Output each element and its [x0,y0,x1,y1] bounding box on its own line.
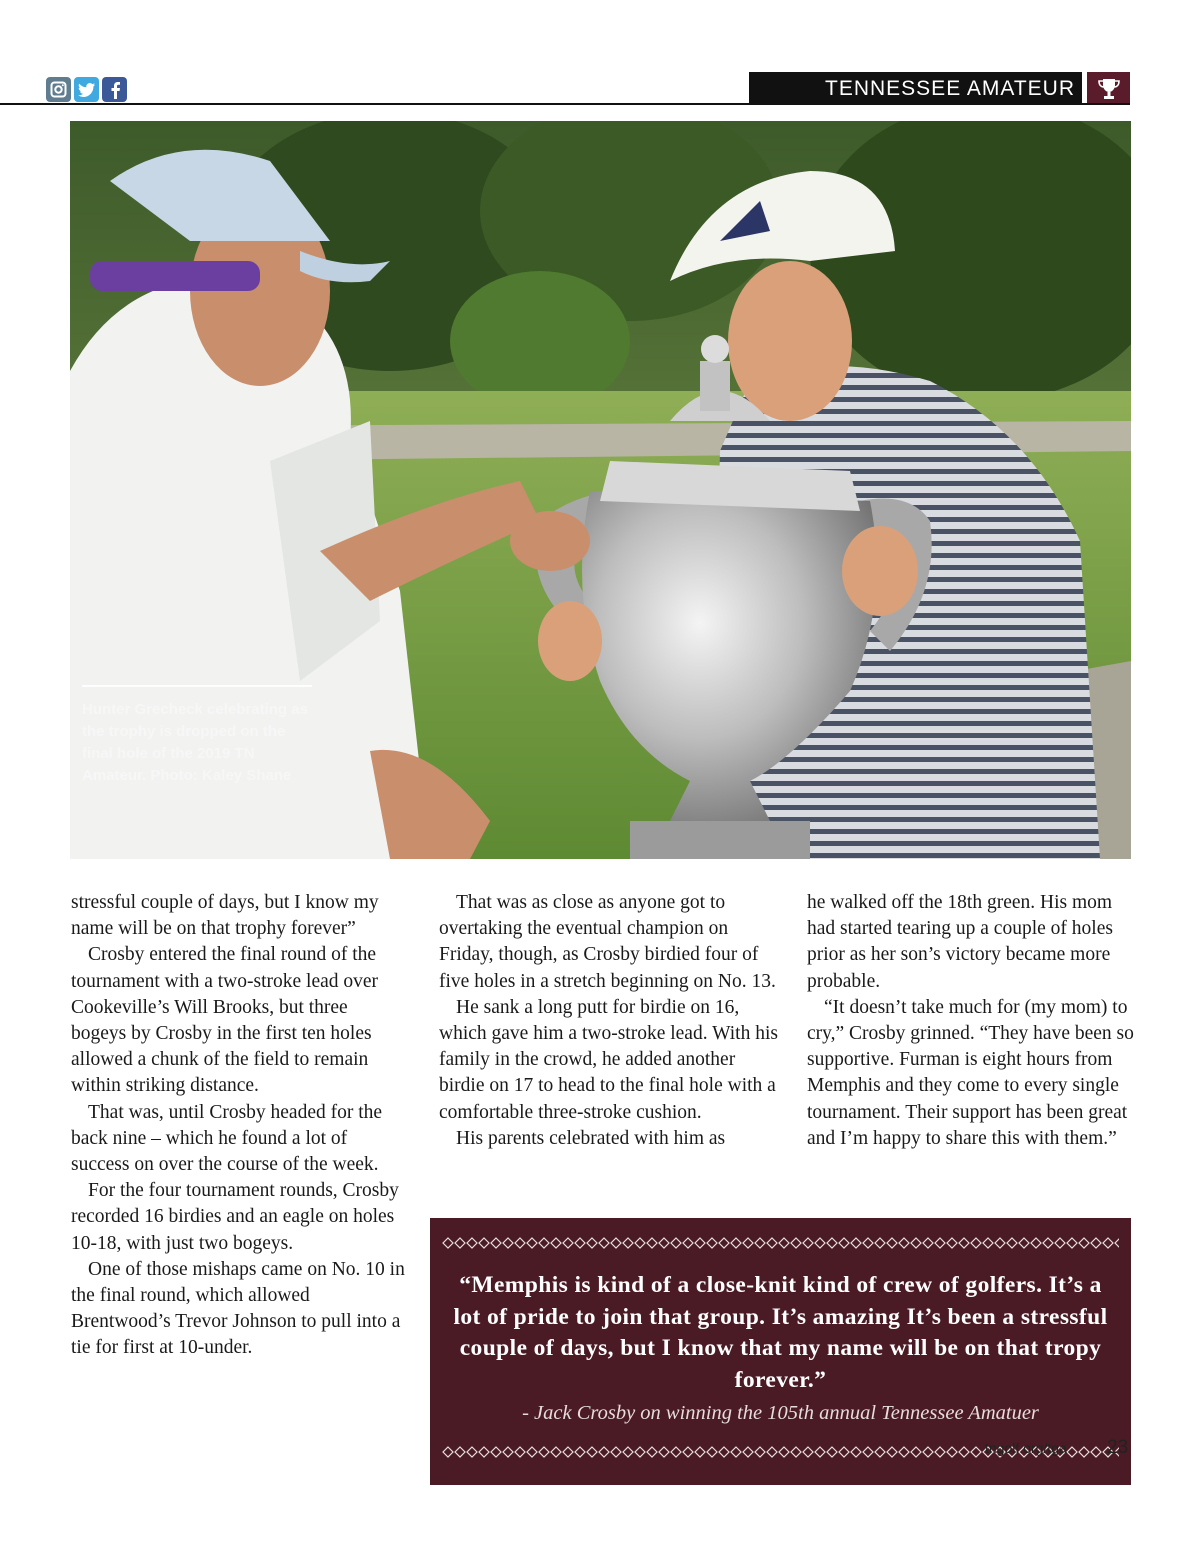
diamond-border-top [442,1236,1119,1250]
caption-rule [82,685,312,687]
paragraph: His parents celebrated with him as [456,1127,726,1149]
header-rule [0,103,1130,105]
twitter-icon[interactable] [74,77,99,102]
trophy-presentation-photo [70,121,1131,859]
facebook-icon[interactable] [102,77,127,102]
paragraph: stressful couple of days, but I know my name will be on that trophy forever” [71,892,379,940]
section-title: TENNESSEE AMATEUR [749,72,1082,105]
paragraph: he walked off the 18th green. His mom had started tearing up a couple of holes prior as her son’s victory became more probable. [807,892,1113,992]
paragraph: He sank a long putt for birdie on 16, which gave him a two-stroke lead. With his family in the crowd, he added another birdie on 17 to head to the final hole with a comfortable three-stroke cushion. [439,996,778,1123]
pull-quote-text: “Memphis is kind of a close-knit kind of crew of golfers. It’s a lot of pride to join that group. It’s amazing It’s been a stressful couple of days, but I know that my name will be on that tropy forever.” [453,1272,1108,1393]
paragraph: Crosby entered the final round of the tournament with a two-stroke lead over Cookeville’s Will Brooks, but three bogeys by Crosby in the first ten holes allowed a chunk of the field to remain within striking distance. [71,944,379,1097]
photo-caption: Hunter Grecheck celebrating as the trophy is dropped on the final hole of the 2019 TN Amateur. Photo: Kaley Shane [82,701,308,784]
paragraph: That was as close as anyone got to overtaking the eventual champion on Friday, though, as Crosby birdied four of five holes in a stretch beginning on No. 13. [439,892,776,992]
article-column-1 [71,890,406,1362]
trophy-icon [1087,72,1130,105]
paragraph: One of those mishaps came on No. 10 in the final round, which allowed Brentwood’s Trevor Johnson to pull into a tie for first at 10-under. [71,1258,405,1359]
paragraph: “It doesn’t take much for (my mom) to cry,” Crosby grinned. “They have been so supportive. Furman is eight hours from Memphis and they come to every single tournament. Their support has been great and I’m happy to share this with them.” [807,996,1134,1149]
article-column-3 [807,890,1137,1152]
pull-quote-attribution: - Jack Crosby on winning the 105th annual Tennessee Amatuer [522,1402,1039,1424]
instagram-icon[interactable] [46,77,71,102]
social-links [46,77,127,102]
paragraph: For the four tournament rounds, Crosby recorded 16 birdies and an eagle on holes 10-18, with just two bogeys. [71,1180,399,1254]
article-column-2 [439,890,779,1152]
footer-url[interactable]: tngolf.org/tga [985,1440,1067,1456]
paragraph: That was, until Crosby headed for the back nine – which he found a lot of success on over the course of the week. [71,1101,383,1176]
page-number: 23 [1107,1437,1129,1458]
